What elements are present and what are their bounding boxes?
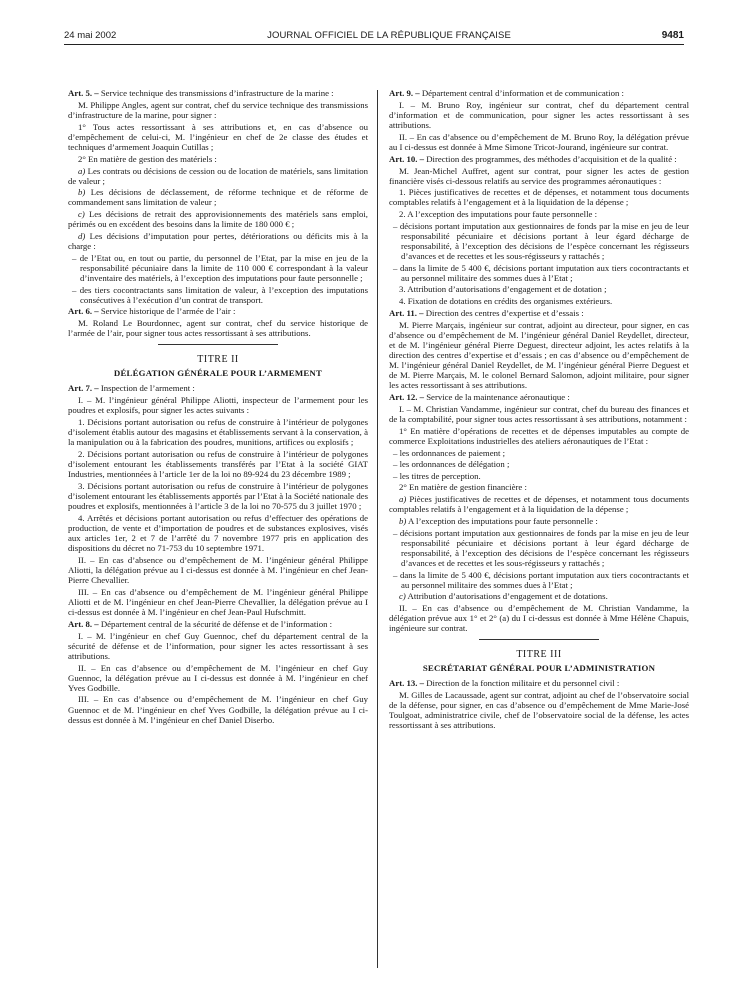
section-title [68, 355, 368, 365]
section-title-text: TITRE III [516, 649, 562, 661]
section-title [389, 650, 689, 660]
paragraph [389, 591, 689, 601]
paragraph-text: 2° En matière de gestion financière : [399, 482, 527, 493]
paragraph [389, 209, 689, 219]
list-item [389, 570, 689, 590]
article-title: Direction de la fonction militaire et du personnel civil : [424, 678, 620, 689]
paragraph-text: M. Gilles de Lacaussade, agent sur contrat, adjoint au chef de l’observatoire social de la défense, pour signer, en cas d’absence ou d’empêchement de Mme Marie-José Toulgoat, administratrice civile, chef de l’observatoire social de la défense, les actes ressortissant à ses attributions. [389, 690, 689, 731]
paragraph [389, 426, 689, 446]
article-label: Art. 12. – [389, 392, 424, 403]
article-heading [68, 383, 368, 393]
paragraph-text: 3. Décisions portant autorisation ou refus de construire à l’intérieur de polygones d’isolement entourant les établissements apportés par l’Etat à la Société nationale des poudres et explosifs, mentionnées à l’article 3 de la loi no 70-575 du 3 juillet 1970 ; [68, 480, 368, 512]
paragraph [68, 587, 368, 617]
article-title: Département central de la sécurité de défense et de l’information : [98, 618, 333, 629]
left-column [68, 88, 368, 726]
paragraph-text: I. – M. l’ingénieur général Philippe Aliotti, inspecteur de l’armement pour les poudres et explosifs, pour signer les actes suivants : [68, 395, 368, 416]
paragraph-text: 4. Arrêtés et décisions portant autorisation ou refus d’effectuer des opérations de production, de vente et d’importation de poudres et de substances explosives, visés aux articles 1er, 2 et 7 de l’arrêté du 7 novembre 1977 pris en application des dispositions du décret no 71-753 du 10 septembre 1971. [68, 512, 368, 554]
paragraph-text: III. – En cas d’absence ou d’empêchement de M. l’ingénieur en chef Guy Guennoc et de M. l’ingénieur en chef Yves Godbille, la délégation prévue au I ci-dessus est donnée à M. l’ingénieur en chef Daniel Diserbo. [68, 694, 368, 725]
paragraph [389, 482, 689, 492]
title-rule [158, 344, 278, 345]
paragraph [68, 631, 368, 661]
paragraph [389, 296, 689, 306]
list-item [68, 253, 368, 283]
paragraph-text: I. – M. l’ingénieur en chef Guy Guennoc, chef du département central de la sécurité de défense et de l’information, pour signer les actes ressortissant à ses attributions. [68, 630, 368, 661]
paragraph [389, 284, 689, 294]
paragraph-text: II. – En cas d’absence ou d’empêchement de M. Christian Vandamme, la délégation prévue aux 1° et 2° (a) du I ci-dessus est donnée à Mme Hélène Chapuis, ingénieure sur contrat. [389, 603, 689, 634]
article-label: Art. 5. – [68, 88, 99, 98]
section-heading-text: SECRÉTARIAT GÉNÉRAL POUR L’ADMINISTRATION [422, 663, 656, 674]
item-letter: b) [78, 187, 86, 198]
list-item-text: – des tiers cocontractants sans limitation de valeur, à l’exception des imputations consécutives à l’exécution d’un contrat de transport. [72, 284, 368, 305]
paragraph-text: 2° En matière de gestion des matériels : [78, 153, 217, 164]
paragraph [68, 481, 368, 511]
list-item [389, 459, 689, 469]
paragraph-text: II. – En cas d’absence ou d’empêchement de M. Bruno Roy, la délégation prévue au I ci-dessus est donnée à Mme Simone Tricot-Jourand, ingénieure sur contrat. [389, 131, 689, 152]
paragraph-text: 1° Tous actes ressortissant à ses attributions et, en cas d’absence ou d’empêchement de celui-ci, M. l’ingénieur en chef de 2e classe des études et techniques d’armement Joaquin Cutillas ; [68, 121, 368, 152]
article-heading [389, 154, 689, 164]
list-item-text: – décisions portant imputation aux gestionnaires de fonds par la mise en jeu de leur responsabilité pécuniaire et décisions portant à leur égard décharge de responsabilité, à l’exception des décisions de l’espèce concernant les régisseurs d’avances et de recettes et les sous-régisseurs y rattachés ; [393, 527, 689, 569]
paragraph [68, 166, 368, 186]
paragraph [68, 449, 368, 479]
title-rule [479, 639, 599, 640]
list-item [68, 285, 368, 305]
paragraph-text: Les contrats ou décisions de cession ou de location de matériels, sans limitation de valeur ; [68, 165, 368, 186]
paragraph [389, 404, 689, 424]
paragraph [389, 320, 689, 390]
header-page-number: 9481 [661, 29, 684, 41]
paragraph-text: M. Pierre Marçais, ingénieur sur contrat, adjoint au directeur, pour signer, en cas d’absence ou d’empêchement de M. l’ingénieur général Daniel Reydellet, directeur, et de M. l’ingénieur général Pierre Deguest, directeur adjoint, les actes relatifs à la direction des centres d’expertise et d’essais ; en cas d’absence ou d’empêchement de M. l’ingénieur général Daniel Reydellet, de M. l’ingénieur général Pierre Deguest et de M. Pierre Marçais, M. le colonel Bernard Salomon, adjoint militaire, pour signer les actes ressortissant à ses attributions. [389, 319, 689, 391]
section-heading [68, 368, 368, 378]
article-title: Direction des programmes, des méthodes d’acquisition et de la qualité : [424, 153, 677, 164]
item-letter: b) [399, 516, 407, 527]
article-label: Art. 6. – [68, 306, 99, 317]
paragraph-text: M. Roland Le Bourdonnec, agent sur contrat, chef du service historique de l’armée de l’air, pour signer tous actes ressortissant à ses attributions. [68, 318, 368, 339]
item-letter: c) [399, 591, 406, 602]
article-label: Art. 10. – [389, 153, 424, 164]
article-label: Art. 7. – [68, 383, 99, 394]
paragraph-text: III. – En cas d’absence ou d’empêchement de M. l’ingénieur général Philippe Aliotti et de M. l’ingénieur en chef Jean-Pierre Chevallier, la délégation prévue au I ci-dessus est donnée à M. l’ingénieur en chef Jean-Paul Hufschmitt. [68, 586, 368, 617]
list-item [389, 221, 689, 261]
paragraph [68, 555, 368, 585]
paragraph-text: Les décisions d’imputation pour pertes, détériorations ou déficits mis à la charge : [68, 231, 368, 252]
item-letter: c) [78, 209, 85, 220]
section-title-text: TITRE II [197, 354, 239, 366]
paragraph-text: 1. Décisions portant autorisation ou refus de construire à l’intérieur de polygones d’isolement établis autour des magasins et établissements servant à la conservation, à la manipulation ou à la fabrication des poudres, munitions, artifices ou explosifs ; [68, 417, 368, 448]
item-letter: a) [78, 165, 86, 176]
article-heading [389, 678, 689, 688]
list-item-text: – dans la limite de 5 400 €, décisions portant imputation aux tiers cocontractants et au personnel militaire des sommes dues à l’Etat ; [393, 262, 689, 283]
header-date: 24 mai 2002 [64, 29, 117, 41]
right-column [389, 88, 689, 732]
list-item-text: – les ordonnances de paiement ; [393, 447, 506, 458]
paragraph-text: 2. Décisions portant autorisation ou refus de construire à l’intérieur de polygones d’isolement entourant les établissements transférés par l’Etat à la société GIAT Industries, mentionnées à l’article 1er de la loi no 89-924 du 23 décembre 1989 ; [68, 449, 368, 480]
item-letter: a) [399, 494, 407, 505]
section-heading-text: DÉLÉGATION GÉNÉRALE POUR L’ARMEMENT [113, 368, 323, 379]
paragraph-text: Les décisions de retrait des approvisionnements des matériels sans emploi, périmés ou en excédent des besoins dans la limite de 180 000 € ; [68, 209, 368, 230]
article-label: Art. 8. – [68, 618, 99, 629]
paragraph [389, 603, 689, 633]
paragraph-text: Pièces justificatives de recettes et de dépenses, et notamment tous documents comptables relatifs à l’engagement et à la liquidation de la dépense ; [389, 494, 689, 515]
paragraph-text: I. – M. Bruno Roy, ingénieur sur contrat, chef du département central d’information et de communication, pour signer les actes ressortissant à ses attributions. [389, 99, 689, 130]
list-item-text: – les ordonnances de délégation ; [393, 459, 510, 470]
article-title: Inspection de l’armement : [98, 383, 195, 394]
paragraph-text: II. – En cas d’absence ou d’empêchement de M. l’ingénieur général Philippe Aliotti, la délégation prévue au I ci-dessus est donnée à M. l’ingénieur en chef Jean-Pierre Chevallier. [68, 554, 368, 585]
list-item-text: – décisions portant imputation aux gestionnaires de fonds par la mise en jeu de leur responsabilité pécuniaire et décisions portant à leur égard décharge de responsabilité, à l’exception des décisions de l’espèce concernant les régisseurs d’avances et de recettes et les sous-régisseurs y rattachés ; [393, 221, 689, 262]
paragraph-text: M. Philippe Angles, agent sur contrat, chef du service technique des transmissions d’infrastructure de la marine, pour signer : [68, 99, 368, 120]
paragraph [68, 100, 368, 120]
list-item-text: – les titres de perception. [393, 470, 481, 481]
paragraph [68, 231, 368, 251]
paragraph-text: Attribution d’autorisations d’engagement et de dotations. [405, 591, 608, 602]
article-title: Direction des centres d’expertise et d’essais : [423, 308, 584, 319]
article-heading [389, 392, 689, 402]
paragraph [68, 663, 368, 693]
list-item [389, 263, 689, 283]
paragraph [68, 417, 368, 447]
paragraph [68, 187, 368, 207]
list-item [389, 471, 689, 481]
article-title: Service de la maintenance aéronautique : [424, 392, 570, 403]
list-item [389, 528, 689, 568]
page-header [64, 27, 684, 43]
list-item-text: – dans la limite de 5 400 €, décisions portant imputation aux tiers cocontractants et au personnel militaire des sommes dues à l’Etat ; [393, 569, 689, 590]
paragraph [389, 690, 689, 730]
article-heading [389, 308, 689, 318]
paragraph-text: A l’exception des imputations pour faute personnelle : [406, 516, 598, 527]
paragraph-text: 1° En matière d’opérations de recettes et de dépenses imputables au compte de commerce Exploitations industrielles des ateliers aéronautiques de l’Etat : [389, 425, 689, 446]
item-letter: d) [78, 231, 86, 242]
column-divider [377, 90, 378, 968]
paragraph [68, 318, 368, 338]
paragraph-text: 4. Fixation de dotations en crédits des organismes extérieurs. [399, 296, 613, 307]
paragraph [68, 694, 368, 724]
article-label: Art. 13. – [389, 678, 424, 689]
list-item [389, 448, 689, 458]
header-rule [64, 44, 684, 45]
paragraph-text: II. – En cas d’absence ou d’empêchement de M. l’ingénieur en chef Guy Guennoc, la délégation prévue au I ci-dessus est donnée à M. l’ingénieur en chef Yves Godbille. [68, 662, 368, 693]
paragraph [389, 516, 689, 526]
article-label: Art. 11. – [389, 308, 424, 319]
paragraph [389, 166, 689, 186]
paragraph [389, 132, 689, 152]
article-title: Service historique de l’armée de l’air : [98, 306, 236, 317]
paragraph-text: Les décisions de déclassement, de réforme technique et de réforme de commandement sans limitation de valeur ; [68, 187, 368, 208]
paragraph-text: 2. A l’exception des imputations pour faute personnelle : [399, 209, 598, 220]
paragraph-text: 1. Pièces justificatives de recettes et de dépenses, et notamment tous documents comptables relatifs à l’engagement et à la liquidation de la dépense ; [389, 187, 689, 208]
paragraph-text: M. Jean-Michel Auffret, agent sur contrat, pour signer les actes de gestion financière visés ci-dessous relatifs au service des programmes aéronautiques : [389, 165, 689, 186]
paragraph [389, 187, 689, 207]
paragraph [68, 395, 368, 415]
paragraph [389, 494, 689, 514]
paragraph [68, 513, 368, 553]
paragraph-text: I. – M. Christian Vandamme, ingénieur sur contrat, chef du bureau des finances et de la comptabilité, pour signer tous actes ressortissant à ses attributions, notamment : [389, 403, 689, 424]
paragraph [68, 154, 368, 164]
header-journal-title: JOURNAL OFFICIEL DE LA RÉPUBLIQUE FRANÇAISE [267, 29, 511, 41]
list-item-text: – de l’Etat ou, en tout ou partie, du personnel de l’Etat, par la mise en jeu de la responsabilité pécuniaire dans la limite de 110 000 € correspondant à la valeur d’inventaire des matériels, à l’exception des imputations pour faute personnelle ; [72, 253, 368, 284]
article-heading [68, 306, 368, 316]
article-heading [389, 88, 689, 98]
paragraph-text: 3. Attribution d’autorisations d’engagement et de dotation ; [399, 284, 607, 295]
article-title: Service technique des transmissions d’infrastructure de la marine : [98, 88, 334, 98]
article-label: Art. 9. – [389, 88, 420, 98]
article-heading [68, 88, 368, 98]
paragraph [68, 122, 368, 152]
paragraph [389, 100, 689, 130]
article-heading [68, 619, 368, 629]
section-heading [389, 663, 689, 673]
article-title: Département central d’information et de communication : [419, 88, 624, 98]
paragraph [68, 209, 368, 229]
